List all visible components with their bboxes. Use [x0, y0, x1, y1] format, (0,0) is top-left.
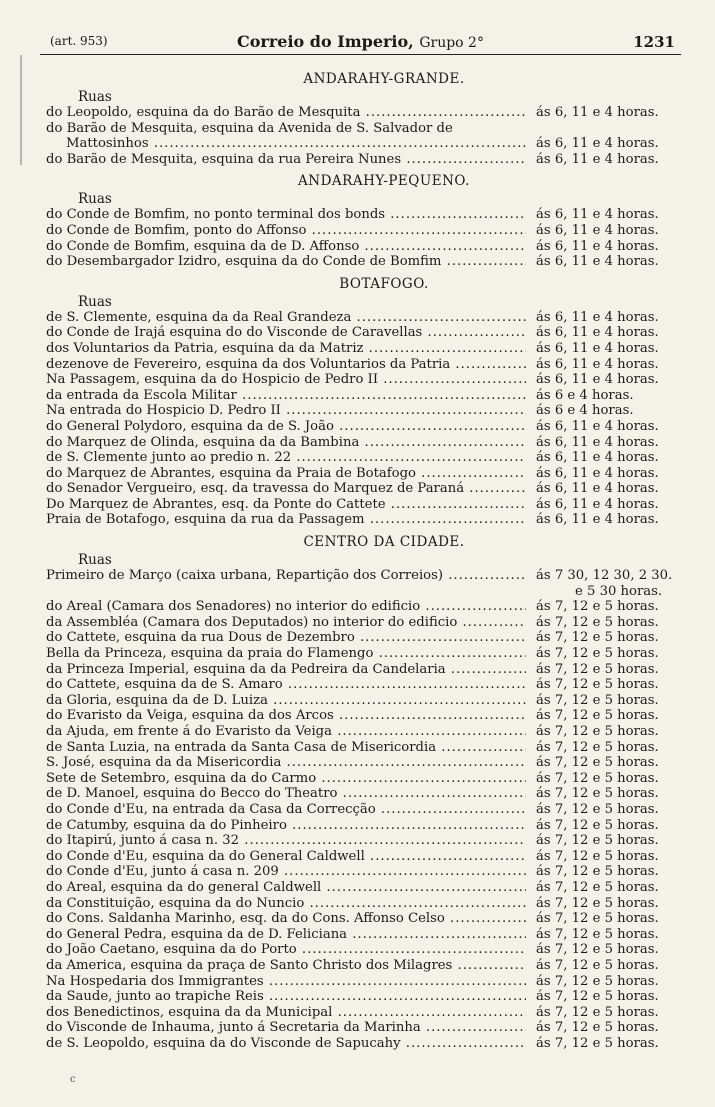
schedule-row: [46, 372, 682, 388]
street-location: dezenove de Fevereiro, esquina da dos Voluntarios da Patria .....: [46, 357, 526, 373]
collection-times: ás 7, 12 e 5 horas.: [536, 692, 659, 708]
schedule-row: [46, 1020, 682, 1036]
schedule-row: [46, 481, 682, 497]
collection-times: ás 7, 12 e 5 horas.: [536, 661, 659, 677]
section-subheading: Ruas: [78, 552, 112, 569]
street-location: do Cattete, esquina da rua Dous de Dezembro .....: [46, 630, 526, 646]
street-location: de D. Manoel, esquina do Becco do Theatro .....: [46, 786, 526, 802]
collection-times: ás 7, 12 e 5 horas.: [536, 879, 659, 895]
collection-times: ás 6, 11 e 4 horas.: [536, 105, 659, 120]
margin-line: [20, 55, 22, 165]
section-title: ANDARAHY-GRANDE.: [303, 71, 465, 87]
schedule-row: [46, 223, 682, 239]
schedule-row: [46, 802, 682, 818]
schedule-row: [46, 864, 682, 880]
schedule-row: [46, 615, 682, 631]
schedule-row: [46, 450, 682, 466]
schedule-row: [46, 239, 682, 255]
street-location: Na Passagem, esquina da do Hospicio de Pedro II .....: [46, 372, 526, 388]
schedule-row: [46, 755, 682, 771]
collection-times: ás 6, 11 e 4 horas.: [536, 465, 659, 481]
street-location: do João Caetano, esquina da do Porto .....: [46, 942, 526, 958]
collection-times: ás 6, 11 e 4 horas.: [536, 136, 659, 152]
street-location: de S. Clemente, esquina da da Real Grandeza .....: [46, 310, 526, 326]
street-location: S. José, esquina da da Misericordia .....: [46, 755, 526, 771]
collection-times: ás 7, 12 e 5 horas.: [536, 599, 659, 615]
section-subheading: Ruas: [78, 293, 112, 310]
collection-times: ás 6, 11 e 4 horas.: [536, 238, 659, 254]
schedule-row: [46, 646, 682, 662]
street-location: do Areal, esquina da do general Caldwell .....: [46, 880, 526, 896]
collection-times: ás 6, 11 e 4 horas.: [536, 372, 659, 388]
collection-times: ás 7, 12 e 5 horas.: [536, 1020, 659, 1036]
street-location: do Conde d'Eu, junto á casa n. 209 .....: [46, 864, 526, 880]
collection-times: ás 7, 12 e 5 horas.: [536, 801, 659, 817]
street-location: da Gloria, esquina da de D. Luiza .....: [46, 693, 526, 709]
collection-times: ás 7, 12 e 5 horas.: [536, 755, 659, 771]
street-location: do Itapirú, junto á casa n. 32 .....: [46, 833, 526, 849]
street-location: do Conde d'Eu, esquina da do General Caldwell .....: [46, 849, 526, 865]
schedule-row: [46, 310, 682, 326]
street-location: do Senador Vergueiro, esq. da travessa do Marquez de Paraná .....: [46, 481, 526, 497]
street-location: Praia de Botafogo, esquina da rua da Passagem .....: [46, 512, 526, 528]
schedule-listing: [46, 70, 682, 1056]
street-location: Na entrada do Hospicio D. Pedro II .....: [46, 403, 526, 419]
page-mark: c: [70, 1074, 76, 1085]
street-location: da Saude, junto ao trapiche Reis .....: [46, 989, 526, 1005]
section-title: CENTRO DA CIDADE.: [303, 534, 465, 551]
collection-times: ás 7, 12 e 5 horas.: [536, 708, 659, 724]
street-location: de S. Clemente junto ao predio n. 22 .....: [46, 450, 526, 466]
street-location: Do Marquez de Abrantes, esq. da Ponte do Cattete .....: [46, 497, 526, 513]
street-location: Primeiro de Março (caixa urbana, Repartição dos Correios) .....: [46, 568, 526, 584]
collection-times: ás 7, 12 e 5 horas.: [536, 630, 659, 646]
street-location: do Desembargador Izidro, esquina da do Conde de Bomfim .....: [46, 254, 526, 270]
collection-times: ás 7, 12 e 5 horas.: [536, 942, 659, 958]
section-title: BOTAFOGO.: [339, 275, 429, 292]
collection-times: ás 6, 11 e 4 horas.: [536, 151, 659, 167]
schedule-row: [46, 254, 682, 270]
street-location: de Santa Luzia, na entrada da Santa Casa de Misericordia .....: [46, 740, 526, 756]
schedule-row: [46, 630, 682, 646]
schedule-row: [46, 771, 682, 787]
collection-times: ás 6, 11 e 4 horas.: [536, 434, 659, 450]
street-location: da Ajuda, em frente á do Evaristo da Veiga .....: [46, 724, 526, 740]
street-location: do Conde de Irajá esquina do do Visconde de Caravellas .....: [46, 325, 526, 341]
street-location: Na Hospedaria dos Immigrantes .....: [46, 974, 526, 990]
collection-times: ás 6, 11 e 4 horas.: [536, 207, 659, 223]
schedule-row: [46, 786, 682, 802]
street-location: do Cattete, esquina da de S. Amaro .....: [46, 677, 526, 693]
schedule-row: [46, 121, 682, 137]
collection-times: ás 7, 12 e 5 horas.: [536, 646, 659, 662]
schedule-row: [46, 466, 682, 482]
schedule-row: [46, 677, 682, 693]
street-location: do Conde de Bomfim, esquina da de D. Affonso .....: [46, 239, 526, 255]
street-location: do Leopoldo, esquina da do Barão de Mesquita .....: [46, 105, 526, 121]
schedule-row: [46, 136, 682, 152]
schedule-row: [46, 693, 682, 709]
street-location: da entrada da Escola Militar .....: [46, 388, 526, 404]
street-location: do Conde de Bomfim, ponto do Affonso .....: [46, 223, 526, 239]
street-location: Sete de Setembro, esquina da do Carmo .....: [46, 771, 526, 787]
collection-times: ás 7, 12 e 5 horas.: [536, 1004, 659, 1020]
street-location: do Barão de Mesquita, esquina da Avenida de S. Salvador de: [46, 120, 453, 136]
collection-times: ás 6, 11 e 4 horas.: [536, 418, 659, 434]
section-subheading: Ruas: [78, 89, 112, 105]
schedule-row: [46, 497, 682, 513]
schedule-row: [46, 584, 682, 600]
schedule-row: [46, 708, 682, 724]
street-location: da America, esquina da praça de Santo Christo dos Milagres .....: [46, 958, 526, 974]
street-location: Bella da Princeza, esquina da praia do Flamengo .....: [46, 646, 526, 662]
collection-times: ás 7, 12 e 5 horas.: [536, 786, 659, 802]
street-location: da Princeza Imperial, esquina da da Pedreira da Candelaria .....: [46, 662, 526, 678]
collection-times: ás 7, 12 e 5 horas.: [536, 973, 659, 989]
collection-times: ás 6, 11 e 4 horas.: [536, 325, 659, 341]
schedule-row: [46, 325, 682, 341]
publication-title: [40, 32, 681, 51]
collection-times: ás 6, 11 e 4 horas.: [536, 222, 659, 238]
schedule-row: [46, 435, 682, 451]
collection-times: ás 7, 12 e 5 horas.: [536, 724, 659, 739]
schedule-row: [46, 927, 682, 943]
schedule-row: [46, 958, 682, 974]
group-label: Grupo 2°: [419, 35, 484, 51]
collection-times: ás 7, 12 e 5 horas.: [536, 739, 659, 755]
section-title: ANDARAHY-PEQUENO.: [298, 173, 470, 190]
schedule-row: [46, 662, 682, 678]
collection-times: ás 7, 12 e 5 horas.: [536, 989, 659, 1005]
collection-times: ás 6 e 4 horas.: [536, 387, 634, 403]
collection-times: ás 7, 12 e 5 horas.: [536, 848, 659, 864]
street-location: da Constituição, esquina da do Nuncio .....: [46, 896, 526, 912]
street-location: do Conde d'Eu, na entrada da Casa da Correcção .....: [46, 802, 526, 818]
schedule-row: [46, 357, 682, 373]
schedule-row: [46, 341, 682, 357]
collection-times: ás 7, 12 e 5 horas.: [536, 677, 659, 693]
schedule-row: [46, 1036, 682, 1052]
collection-times: ás 6, 11 e 4 horas.: [536, 481, 659, 497]
street-location: Mattosinhos .....: [46, 136, 526, 152]
collection-times: ás 6, 11 e 4 horas.: [536, 450, 659, 466]
schedule-row: [46, 152, 682, 168]
collection-times: ás 7, 12 e 5 horas.: [536, 833, 659, 849]
schedule-row: [46, 599, 682, 615]
schedule-row: [46, 388, 682, 404]
street-location: do General Pedra, esquina da de D. Feliciana .....: [46, 927, 526, 943]
schedule-row: [46, 740, 682, 756]
collection-times: ás 7 30, 12 30, 2 30.: [536, 568, 673, 584]
collection-times: ás 7, 12 e 5 horas.: [536, 864, 659, 880]
collection-times: ás 7, 12 e 5 horas.: [536, 1035, 659, 1051]
schedule-row: [46, 911, 682, 927]
street-location: de Catumby, esquina da do Pinheiro .....: [46, 818, 526, 834]
collection-times: ás 7, 12 e 5 horas.: [536, 895, 659, 911]
page-header: [40, 32, 681, 55]
street-location: dos Benedictinos, esquina da da Municipal .....: [46, 1005, 526, 1021]
street-location: do Conde de Bomfim, no ponto terminal dos bonds .....: [46, 207, 526, 223]
schedule-row: [46, 818, 682, 834]
street-location: de S. Leopoldo, esquina da do Visconde de Sapucahy .....: [46, 1036, 526, 1052]
street-location: do Marquez de Abrantes, esquina da Praia de Botafogo .....: [46, 466, 526, 482]
street-location: do Areal (Camara dos Senadores) no interior do edificio .....: [46, 599, 526, 615]
schedule-row: [46, 880, 682, 896]
article-number: (art. 953): [50, 34, 108, 48]
publication-name: Correio do Imperio,: [237, 32, 414, 51]
schedule-row: [46, 849, 682, 865]
collection-times: ás 7, 12 e 5 horas.: [536, 770, 659, 786]
collection-times: ás 6, 11 e 4 horas.: [536, 512, 659, 528]
street-location: do Visconde de Inhauma, junto á Secretaria da Marinha .....: [46, 1020, 526, 1036]
street-location: do Cons. Saldanha Marinho, esq. da do Cons. Affonso Celso .....: [46, 911, 526, 927]
schedule-row: [46, 1005, 682, 1021]
schedule-row: [46, 724, 682, 740]
collection-times: e 5 30 horas.: [575, 583, 663, 599]
schedule-row: [46, 512, 682, 528]
collection-times: ás 7, 12 e 5 horas.: [536, 926, 659, 942]
page-number: 1231: [633, 33, 675, 51]
collection-times: ás 7, 12 e 5 horas.: [536, 614, 659, 630]
street-location: do Evaristo da Veiga, esquina da dos Arcos .....: [46, 708, 526, 724]
collection-times: ás 7, 12 e 5 horas.: [536, 911, 659, 927]
schedule-row: [46, 403, 682, 419]
collection-times: ás 6 e 4 horas.: [536, 403, 634, 419]
street-location: do Marquez de Olinda, esquina da da Bambina .....: [46, 435, 526, 451]
schedule-row: [46, 896, 682, 912]
schedule-row: [46, 989, 682, 1005]
street-location: dos Voluntarios da Patria, esquina da da Matriz .....: [46, 341, 526, 357]
section-subheading: Ruas: [78, 191, 112, 208]
schedule-row: [46, 568, 682, 584]
schedule-row: [46, 419, 682, 435]
collection-times: ás 6, 11 e 4 horas.: [536, 254, 659, 270]
schedule-row: [46, 207, 682, 223]
collection-times: ás 6, 11 e 4 horas.: [536, 340, 659, 356]
schedule-row: [46, 105, 682, 121]
collection-times: ás 7, 12 e 5 horas.: [536, 817, 659, 833]
street-location: do Barão de Mesquita, esquina da rua Pereira Nunes .....: [46, 152, 526, 168]
collection-times: ás 7, 12 e 5 horas.: [536, 957, 659, 973]
schedule-row: [46, 833, 682, 849]
schedule-row: [46, 942, 682, 958]
collection-times: ás 6, 11 e 4 horas.: [536, 496, 659, 512]
street-location: da Assembléa (Camara dos Deputados) no interior do edificio .....: [46, 615, 526, 631]
schedule-row: [46, 974, 682, 990]
collection-times: ás 6, 11 e 4 horas.: [536, 309, 659, 325]
collection-times: ás 6, 11 e 4 horas.: [536, 356, 659, 372]
street-location: do General Polydoro, esquina da de S. João .....: [46, 419, 526, 435]
